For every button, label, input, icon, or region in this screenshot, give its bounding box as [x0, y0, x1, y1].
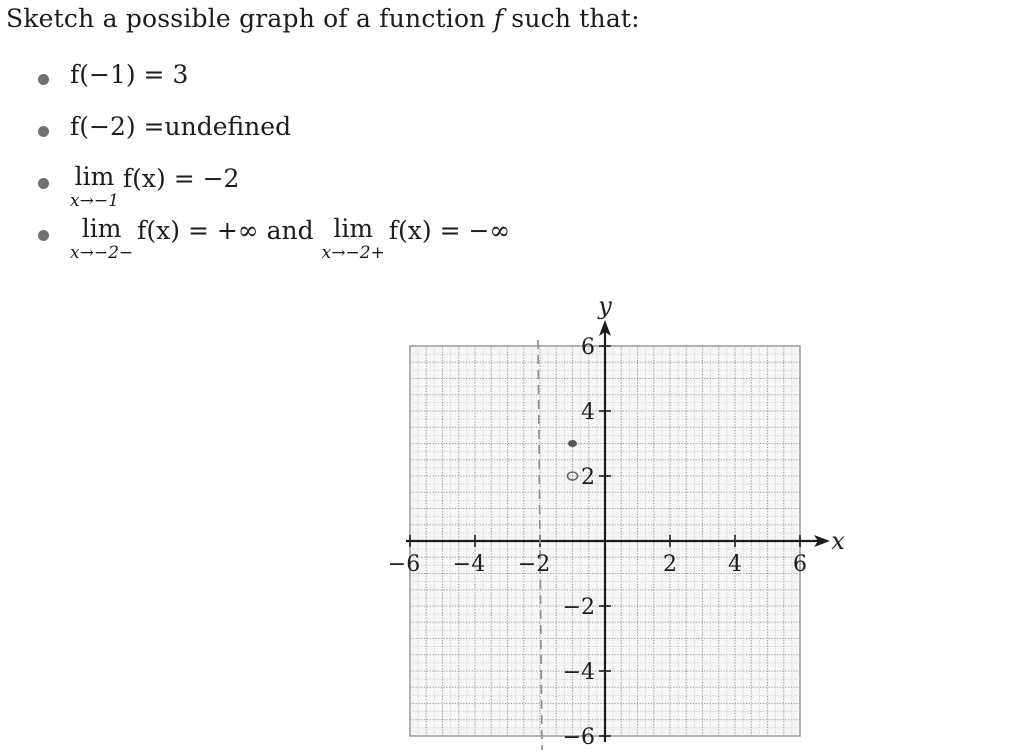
y-tick-label: 4 — [581, 400, 595, 425]
x-tick-label: 2 — [663, 552, 677, 577]
condition-expression: f(−2) =undefined — [70, 112, 292, 141]
filled-point-marker — [568, 440, 577, 447]
limit-subscript: x→−1 — [70, 191, 119, 211]
y-tick-label: −4 — [562, 660, 595, 685]
limit-word: lim — [74, 162, 115, 191]
condition-expression: f(x) = −2 — [122, 164, 240, 193]
prompt-lead: Sketch a possible graph of a function — [6, 4, 494, 33]
prompt-function-name: f — [493, 4, 504, 33]
y-tick-label: 6 — [581, 335, 595, 360]
y-tick-label: 2 — [581, 465, 595, 490]
x-tick-label: 4 — [728, 552, 742, 577]
limit-subscript: x→−2− — [70, 243, 134, 263]
y-axis-label: y — [598, 292, 612, 320]
x-axis-label: x — [831, 527, 845, 555]
limit-word: lim — [81, 214, 122, 243]
condition-joiner: and — [266, 216, 314, 245]
condition-expression: f(x) = +∞ — [137, 216, 259, 245]
prompt-tail: such that: — [503, 4, 640, 33]
y-tick-label: −6 — [562, 725, 595, 750]
limit-subscript: x→−2+ — [321, 243, 385, 263]
y-tick-label: −2 — [562, 595, 595, 620]
x-tick-label: 6 — [793, 552, 807, 577]
x-tick-label: −6 — [387, 552, 421, 577]
x-tick-label: −2 — [517, 552, 551, 577]
x-tick-label: −4 — [452, 552, 486, 577]
condition-expression: f(−1) = 3 — [70, 60, 189, 89]
condition-expression: f(x) = −∞ — [388, 216, 511, 245]
limit-word: lim — [333, 214, 374, 243]
